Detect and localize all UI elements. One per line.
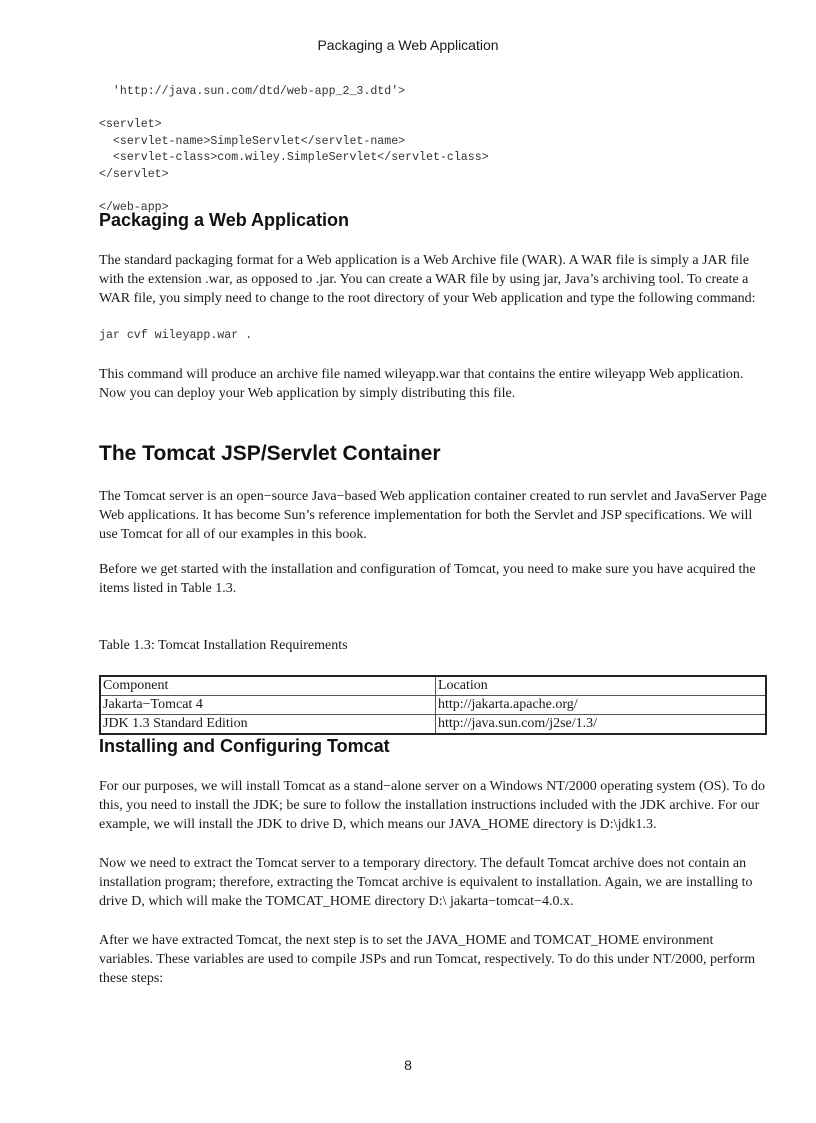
running-header: Packaging a Web Application: [317, 37, 499, 53]
table-header-row: [100, 676, 766, 696]
table-cell: JDK 1.3 Standard Edition: [100, 714, 436, 734]
code-jar-command: jar cvf wileyapp.war .: [99, 329, 253, 342]
paragraph-war-intro: The standard packaging format for a Web application is a Web Archive file (WAR). A WAR file is simply a JAR file with the extension .war, as opposed to .jar. You can create a WAR file by using jar, Java’s archiving tool. To create a WAR file, you simply need to change to the root directory of your Web application and type the following command:: [99, 253, 756, 306]
heading-tomcat-container: The Tomcat JSP/Servlet Container: [99, 441, 441, 465]
paragraph-war-result: This command will produce an archive file named wileyapp.war that contains the entire wileyapp Web application. Now you can deploy your Web application by simply distributing this file.: [99, 366, 744, 401]
paragraph-extract-tomcat: Now we need to extract the Tomcat server to a temporary directory. The default Tomcat archive does not contain an installation program; therefore, extracting the Tomcat archive is equivalent to installation. Again, we are installing to drive D, which will make the TOMCAT_HOME directory D:\ jakarta−tomcat−4.0.x.: [99, 855, 753, 909]
heading-installing-tomcat: Installing and Configuring Tomcat: [99, 735, 390, 756]
table-header-cell: Component: [100, 676, 436, 696]
code-block-webxml: 'http://java.sun.com/dtd/web-app_2_3.dtd'> <servlet> <servlet-name>SimpleServlet</servlet-name> <servlet-class>com.wiley.SimpleServlet</servlet-class> </servlet> </web-app>: [99, 85, 489, 214]
paragraph-tomcat-prereq: Before we get started with the installation and configuration of Tomcat, you need to make sure you have acquired the items listed in Table 1.3.: [99, 561, 756, 596]
table-cell: http://java.sun.com/j2se/1.3/: [436, 714, 767, 734]
paragraph-install-jdk: For our purposes, we will install Tomcat as a stand−alone server on a Windows NT/2000 operating system (OS). To do this, you need to install the JDK; be sure to follow the installation instructions included with the JDK archive. For our example, we will install the JDK to drive D, which means our JAVA_HOME directory is D:\jdk1.3.: [99, 778, 765, 832]
table-caption: Table 1.3: Tomcat Installation Requirements: [99, 637, 348, 653]
table-header-cell: Location: [436, 676, 767, 696]
table-cell: Jakarta−Tomcat 4: [100, 695, 436, 714]
page-number: 8: [404, 1057, 412, 1073]
paragraph-env-vars: After we have extracted Tomcat, the next step is to set the JAVA_HOME and TOMCAT_HOME environment variables. These variables are used to compile JSPs and run Tomcat, respectively. To do this under NT/2000, perform these steps:: [99, 932, 756, 986]
table-row: [100, 695, 766, 714]
paragraph-tomcat-intro: The Tomcat server is an open−source Java−based Web application container created to run servlet and JavaServer Page Web applications. It has become Sun’s reference implementation for both the Servlet and JSP specifications. We will use Tomcat for all of our examples in this book.: [99, 488, 767, 542]
table-cell: http://jakarta.apache.org/: [436, 695, 767, 714]
requirements-table: [99, 675, 767, 735]
page-content: [99, 84, 769, 988]
heading-packaging: Packaging a Web Application: [99, 210, 350, 230]
table-row: [100, 714, 766, 734]
